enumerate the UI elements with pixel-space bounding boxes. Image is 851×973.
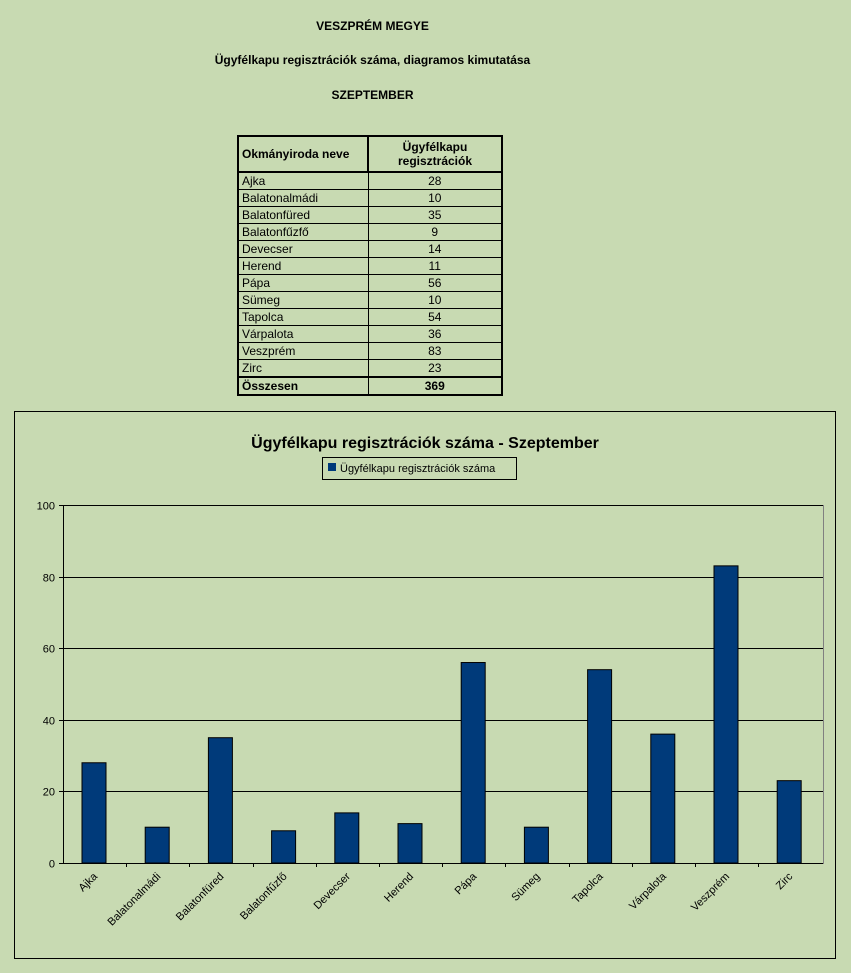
y-tick-label: 100: [36, 500, 55, 513]
table-row: [238, 343, 502, 360]
office-name-cell: Tapolca: [238, 309, 368, 326]
table-row: [238, 190, 502, 207]
bar: [651, 734, 675, 863]
office-name-cell: Pápa: [238, 275, 368, 292]
registrations-cell: 56: [368, 275, 502, 292]
registrations-cell: 23: [368, 360, 502, 378]
report-subtitle: Ügyfélkapu regisztrációk száma, diagramos kimutatása: [214, 53, 531, 67]
registrations-cell: 9: [368, 224, 502, 241]
table-row: [238, 207, 502, 224]
bar: [272, 831, 296, 863]
bar: [588, 670, 612, 863]
table-row: [238, 224, 502, 241]
total-label: Összesen: [238, 377, 368, 395]
table-row: [238, 258, 502, 275]
table-row: [238, 241, 502, 258]
x-tick-label: Várpalota: [627, 870, 669, 913]
office-name-cell: Veszprém: [238, 343, 368, 360]
bar: [145, 827, 169, 863]
office-name-cell: Devecser: [238, 241, 368, 258]
bar: [461, 663, 485, 863]
office-name-cell: Herend: [238, 258, 368, 275]
chart-title: Ügyfélkapu regisztrációk száma - Szeptember: [251, 435, 599, 452]
table-row: [238, 326, 502, 343]
x-tick-label: Tapolca: [570, 870, 606, 906]
bar: [398, 824, 422, 863]
office-name-cell: Balatonfüred: [238, 207, 368, 224]
bar: [82, 763, 106, 863]
office-name-cell: Ajka: [238, 172, 368, 190]
legend-swatch: [328, 463, 336, 471]
registrations-cell: 10: [368, 190, 502, 207]
bar: [524, 827, 548, 863]
y-tick-label: 40: [42, 715, 55, 728]
y-tick-label: 0: [48, 858, 55, 871]
registrations-cell: 14: [368, 241, 502, 258]
total-row: [238, 377, 502, 395]
x-tick-label: Herend: [382, 870, 417, 905]
registrations-header: [368, 136, 502, 172]
registrations-header-line2: regisztrációk: [397, 154, 473, 168]
x-tick-label: Balatonalmádi: [105, 870, 164, 929]
office-name-cell: Zirc: [238, 360, 368, 378]
office-name-header: Okmányiroda neve: [238, 136, 368, 172]
x-tick-label: Sümeg: [509, 870, 543, 904]
table-row: [238, 360, 502, 378]
office-name-cell: Várpalota: [238, 326, 368, 343]
bar-chart: [15, 412, 835, 958]
office-name-cell: Sümeg: [238, 292, 368, 309]
x-tick-label: Zirc: [773, 870, 796, 893]
bar: [335, 813, 359, 863]
x-tick-label: Balatonfűzfő: [237, 870, 290, 923]
table-body: [238, 172, 502, 377]
y-tick-label: 20: [42, 786, 55, 799]
registrations-header-line1: Ügyfélkapu: [402, 140, 468, 154]
table-row: [238, 172, 502, 190]
plot-area: [64, 506, 824, 864]
bar: [714, 566, 738, 863]
month-title: SZEPTEMBER: [331, 88, 414, 102]
y-tick-label: 60: [42, 643, 55, 656]
registrations-cell: 35: [368, 207, 502, 224]
county-title: VESZPRÉM MEGYE: [316, 19, 429, 33]
registrations-cell: 54: [368, 309, 502, 326]
chart-area: [14, 411, 836, 959]
registrations-table: [237, 135, 503, 396]
registrations-cell: 36: [368, 326, 502, 343]
x-tick-label: Ajka: [76, 870, 101, 895]
x-tick-label: Balatonfüred: [173, 870, 227, 924]
legend-label: Ügyfélkapu regisztrációk száma: [340, 463, 496, 475]
total-value: 369: [368, 377, 502, 395]
registrations-cell: 83: [368, 343, 502, 360]
table-header-row: [238, 136, 502, 172]
registrations-cell: 11: [368, 258, 502, 275]
table-row: [238, 309, 502, 326]
registrations-cell: 10: [368, 292, 502, 309]
table-row: [238, 292, 502, 309]
bar: [777, 781, 801, 863]
x-tick-label: Devecser: [311, 870, 353, 912]
y-tick-label: 80: [42, 572, 55, 585]
x-tick-label: Veszprém: [689, 870, 733, 914]
office-name-cell: Balatonalmádi: [238, 190, 368, 207]
bar: [208, 738, 232, 863]
table-row: [238, 275, 502, 292]
x-tick-label: Pápa: [452, 870, 480, 898]
registrations-cell: 28: [368, 172, 502, 190]
office-name-cell: Balatonfűzfő: [238, 224, 368, 241]
